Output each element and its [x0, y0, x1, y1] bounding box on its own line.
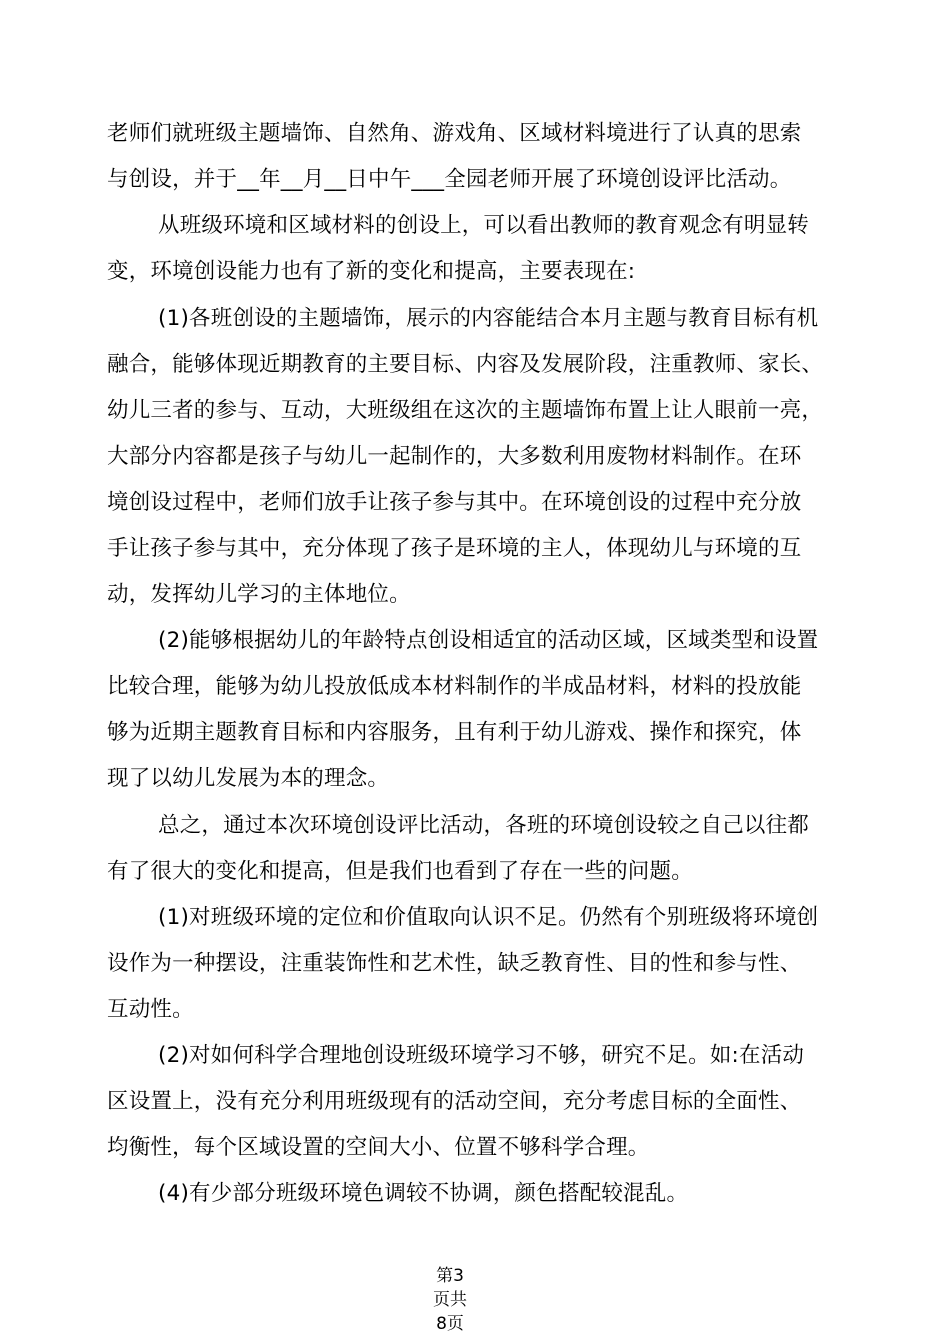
text-line: 有了很大的变化和提高，但是我们也看到了存在一些的问题。 — [107, 859, 693, 884]
text-line: 与创设，并于__年__月__日中午___全园老师开展了环境创设评比活动。 — [107, 167, 792, 192]
page-number-line-3: 8页 — [436, 1314, 464, 1334]
paragraph-start-line: (1)各班创设的主题墙饰，展示的内容能结合本月主题与教育目标有机 — [158, 306, 819, 331]
paragraph-start-line: 从班级环境和区域材料的创设上，可以看出教师的教育观念有明显转 — [158, 213, 810, 238]
text-line: 区设置上，没有充分利用班级现有的活动空间，充分考虑目标的全面性、 — [107, 1089, 802, 1114]
text-line: 境创设过程中，老师们放手让孩子参与其中。在环境创设的过程中充分放 — [107, 490, 802, 515]
text-line: 手让孩子参与其中，充分体现了孩子是环境的主人，体现幼儿与环境的互 — [107, 536, 802, 561]
paragraph-start-line: (1)对班级环境的定位和价值取向认识不足。仍然有个别班级将环境创 — [158, 905, 819, 930]
paragraph-start-line: 总之，通过本次环境创设评比活动，各班的环境创设较之自己以往都 — [158, 813, 810, 838]
text-line: 幼儿三者的参与、互动，大班级组在这次的主题墙饰布置上让人眼前一亮， — [107, 398, 824, 423]
text-line: 老师们就班级主题墙饰、自然角、游戏角、区域材料境进行了认真的思索 — [107, 121, 802, 146]
text-line: 够为近期主题教育目标和内容服务，且有利于幼儿游戏、操作和探究，体 — [107, 720, 802, 745]
paragraph-start-line: (2)对如何科学合理地创设班级环境学习不够，研究不足。如:在活动 — [158, 1043, 805, 1068]
text-line: 动，发挥幼儿学习的主体地位。 — [107, 582, 411, 607]
text-line: 融合，能够体现近期教育的主要目标、内容及发展阶段，注重教师、家长、 — [107, 352, 824, 377]
page-number-line-1: 第3 — [436, 1266, 464, 1286]
page-number-line-2: 页共 — [433, 1290, 467, 1310]
paragraph-start-line: (2)能够根据幼儿的年龄特点创设相适宜的活动区域，区域类型和设置 — [158, 628, 819, 653]
text-line: 设作为一种摆设，注重装饰性和艺术性，缺乏教育性、目的性和参与性、 — [107, 951, 802, 976]
text-line: 大部分内容都是孩子与幼儿一起制作的，大多数利用废物材料制作。在环 — [107, 444, 802, 469]
text-line: 均衡性，每个区域设置的空间大小、位置不够科学合理。 — [107, 1135, 650, 1160]
paragraph-start-line: (4)有少部分班级环境色调较不协调，颜色搭配较混乱。 — [158, 1181, 689, 1206]
text-line: 比较合理，能够为幼儿投放低成本材料制作的半成品材料，材料的投放能 — [107, 674, 802, 699]
text-line: 互动性。 — [107, 997, 194, 1022]
text-line: 现了以幼儿发展为本的理念。 — [107, 766, 390, 791]
text-line: 变，环境创设能力也有了新的变化和提高，主要表现在: — [107, 259, 636, 284]
